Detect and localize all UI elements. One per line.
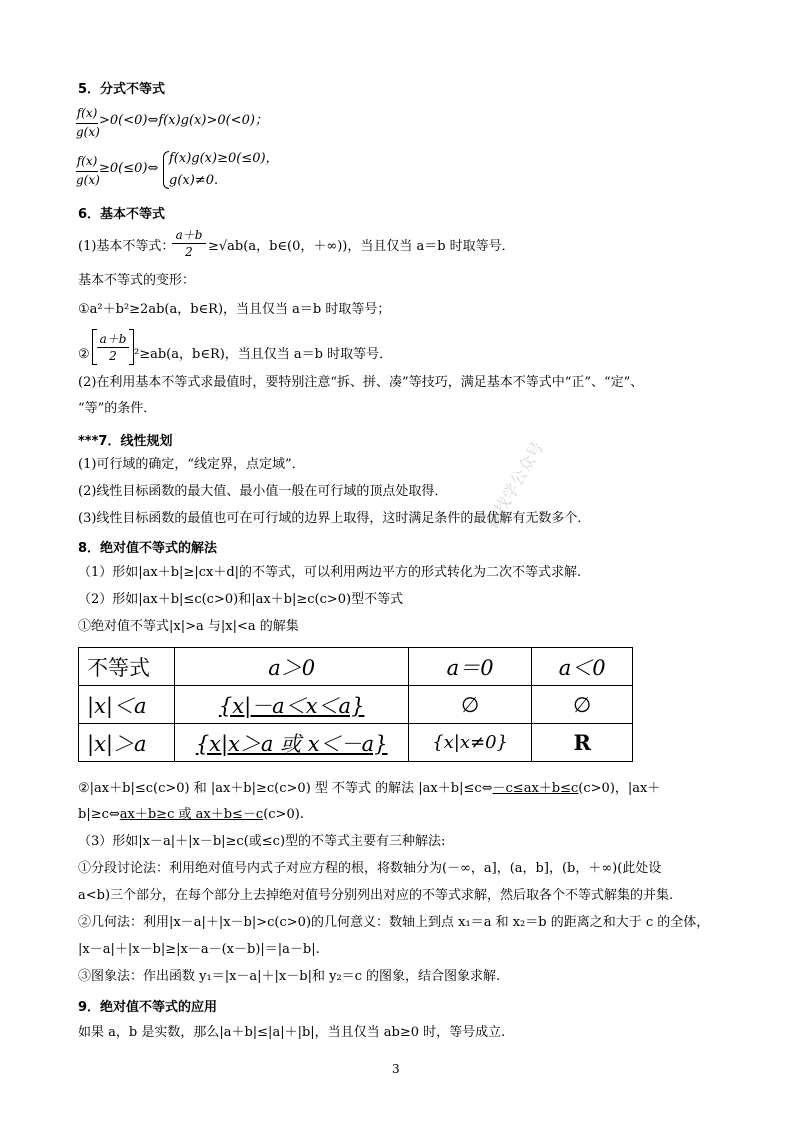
s8-line1: （1）形如|ax＋b|≥|cx＋d|的不等式，可以利用两边平方的形式转化为二次不等式求解. <box>78 565 582 580</box>
s8-line11: ③图象法：作出函数 y₁＝|x－a|＋|x－b|和 y₂＝c 的图象，结合图象求解. <box>78 969 501 984</box>
table-cell: R <box>532 724 633 762</box>
section-9-title: 9．绝对值不等式的应用 <box>78 1000 218 1015</box>
s7-line2: (2)线性目标函数的最大值、最小值一般在可行域的顶点处取得． <box>78 484 448 499</box>
s5-l1-numerator: f(x) <box>76 106 98 120</box>
s6-p1-numerator: a＋b <box>175 228 203 242</box>
table-header-cell: 不等式 <box>79 648 175 686</box>
s8-line2: （2）形如|ax＋b|≤c(c>0)和|ax＋b|≥c(c>0)型不等式 <box>78 592 404 607</box>
table-header-cell: a＝0 <box>408 648 531 686</box>
s6-v2-numerator: a＋b <box>99 332 127 346</box>
table-cell: ∅ <box>408 686 531 724</box>
s6-v2-text: ²≥ab(a，b∈R)，当且仅当 a＝b 时取等号． <box>134 347 393 362</box>
table-header-cell: a＜0 <box>532 648 633 686</box>
table-cell: {x|x≠0} <box>408 724 531 762</box>
s5-l1-fraction-bar <box>76 123 98 124</box>
s5-l1-text: >0(<0)⇔f(x)g(x)>0(<0)； <box>99 113 268 128</box>
s5-l2-text: ≥0(≤0)⇔ <box>99 161 159 176</box>
table-cell: |x|＜a <box>79 686 175 724</box>
table-cell: {x|－a＜x＜a} <box>175 686 408 724</box>
s8-line7: ①分段讨论法：利用绝对值号内式子对应方程的根，将数轴分为(－∞，a]，(a，b]，(b，＋∞)(此处设 <box>78 861 662 876</box>
s8-line9: ②几何法：利用|x－a|＋|x－b|>c(c>0)的几何意义：数轴上到点 x₁＝a 和 x₂＝b 的距离之和大于 c 的全体， <box>78 915 710 930</box>
page-number: 3 <box>392 1062 400 1076</box>
s8-line5-suffix: (c>0). <box>263 807 304 822</box>
watermark: 翻找学公众号 <box>482 438 548 531</box>
section-6-title: 6．基本不等式 <box>78 207 166 222</box>
table-header-row <box>79 648 633 686</box>
s6-p1-denominator: 2 <box>185 245 193 259</box>
s6-p2-line2: “等”的条件． <box>78 401 157 416</box>
section-7-title: ***7．线性规划 <box>78 434 173 449</box>
solution-set-table <box>78 647 633 762</box>
s8-line8: a<b)三个部分，在每个部分上去掉绝对值号分别列出对应的不等式求解，然后取各个不等式解集的并集. <box>78 888 674 903</box>
s6-variant-title: 基本不等式的变形： <box>78 273 196 288</box>
s8-line4-prefix: ②|ax＋b|≤c(c>0) 和 |ax＋b|≥c(c>0) 型 不等式 的解法 |ax＋b|≤c⇔ <box>78 781 493 796</box>
s8-line10: |x－a|＋|x－b|≥|x－a－(x－b)|＝|a－b|. <box>78 942 320 957</box>
s9-line1: 如果 a，b 是实数，那么|a＋b|≤|a|＋|b|，当且仅当 ab≥0 时，等号成立. <box>78 1025 506 1040</box>
s8-line5 <box>78 806 304 824</box>
s6-p2-line1: (2)在利用基本不等式求最值时，要特别注意“拆、拼、凑”等技巧，满足基本不等式中“正”、“定”、 <box>78 375 644 390</box>
s6-variant-1: ①a²＋b²≥2ab(a，b∈R)，当且仅当 a＝b 时取等号； <box>78 302 391 317</box>
s7-line3: (3)线性目标函数的最值也可在可行域的边界上取得，这时满足条件的最优解有无数多个． <box>78 511 591 526</box>
s8-line4 <box>78 780 660 798</box>
s6-v2-prefix: ② <box>78 347 90 362</box>
s8-line5-prefix: b|≥c⇔ <box>78 807 120 822</box>
s8-line4-underlined: －c≤ax＋b≤c <box>492 781 579 796</box>
table-header-cell: a＞0 <box>175 648 408 686</box>
s8-line4-suffix: (c>0)，|ax＋ <box>578 781 661 796</box>
section-5-title: 5．分式不等式 <box>78 82 166 97</box>
table-row <box>79 724 633 762</box>
table-row <box>79 686 633 724</box>
s6-p1-fraction-bar <box>172 243 206 244</box>
table-cell: {x|x＞a 或 x＜－a} <box>175 724 408 762</box>
s5-l2-numerator: f(x) <box>76 154 98 168</box>
s8-line3: ①绝对值不等式|x|>a 与|x|<a 的解集 <box>78 619 299 634</box>
s5-l2-case1: f(x)g(x)≥0(≤0)， <box>169 151 279 166</box>
table-cell: |x|＞a <box>79 724 175 762</box>
s8-line5-underlined: ax＋b≥c 或 ax＋b≤－c <box>119 807 264 822</box>
s6-p1-prefix: (1)基本不等式： <box>78 239 175 254</box>
s7-line1: (1)可行域的确定，“线定界，点定域”． <box>78 457 305 472</box>
s5-l2-fraction-bar <box>76 171 98 172</box>
table-cell: ∅ <box>532 686 633 724</box>
s6-v2-denominator: 2 <box>109 349 117 363</box>
s6-p1-text: ≥√ab(a，b∈(0，＋∞))，当且仅当 a＝b 时取等号． <box>208 239 515 254</box>
section-8-title: 8．绝对值不等式的解法 <box>78 541 218 556</box>
s5-l2-case2: g(x)≠0. <box>169 173 219 188</box>
s5-l2-denominator: g(x) <box>76 173 100 187</box>
s8-line6: （3）形如|x－a|＋|x－b|≥c(或≤c)型的不等式主要有三种解法: <box>78 834 446 849</box>
s5-l1-denominator: g(x) <box>76 125 100 139</box>
s6-v2-fraction-bar <box>97 347 129 348</box>
